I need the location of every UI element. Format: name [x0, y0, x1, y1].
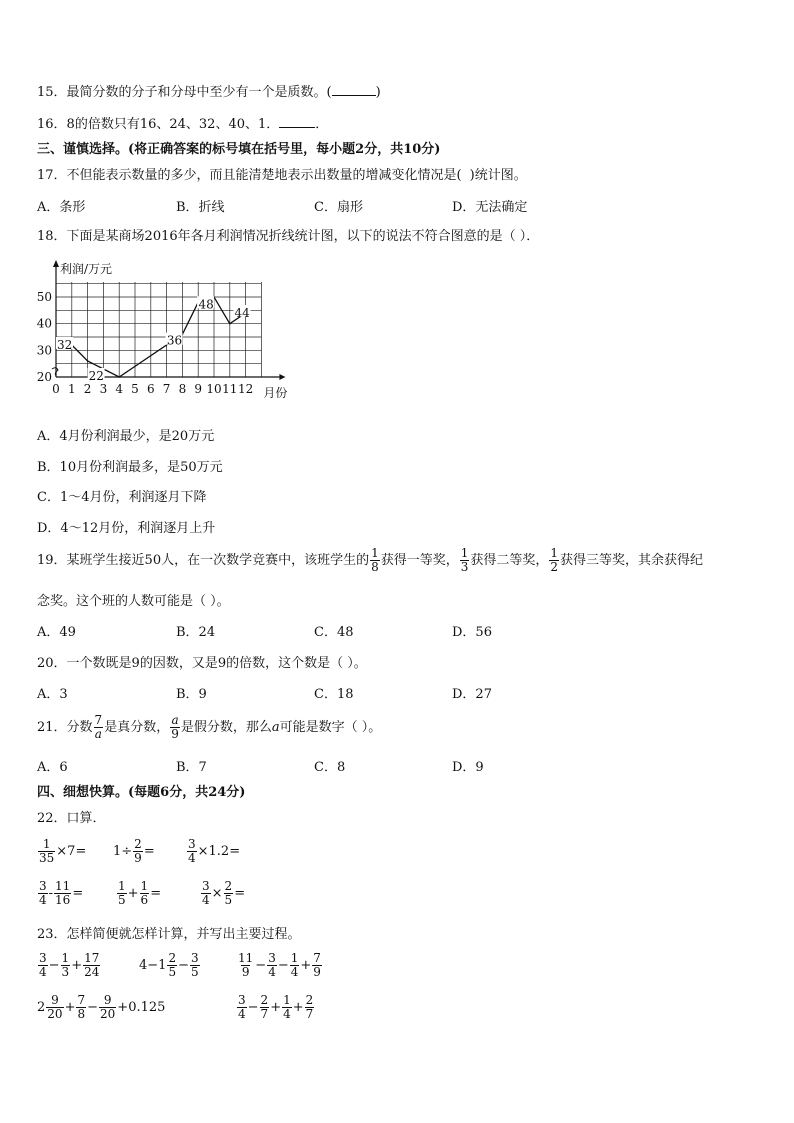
- q20-option-a[interactable]: A．3: [37, 687, 68, 702]
- question-21: 21．分数 $\frac{7}{a}$ 是真分数， $\frac{a}{9}$ 是假分数，那么 a 可能是数字（ ）。: [37, 713, 382, 741]
- oral-calc-1: $\frac{1}{35}$ ×7=: [39, 837, 87, 865]
- q21-option-b[interactable]: B．7: [176, 760, 207, 775]
- q18-option-d[interactable]: D．4～12月份，利润逐月上升: [37, 521, 216, 536]
- fraction: $\frac{1}{6}$: [140, 879, 149, 907]
- q19-option-b[interactable]: B．24: [176, 625, 216, 640]
- answer-blank[interactable]: [332, 95, 376, 96]
- fraction: $\frac{11}{16}$: [55, 879, 71, 907]
- fraction: $\frac{3}{4}$: [238, 993, 246, 1021]
- q21-option-a[interactable]: A．6: [37, 760, 68, 775]
- q19-option-a[interactable]: A．49: [37, 625, 76, 640]
- data-point: [87, 360, 89, 362]
- fraction: $\frac{7}{8}$: [77, 993, 86, 1021]
- question-15: 15．最简分数的分子和分母中至少有一个是质数。( ): [37, 85, 381, 100]
- q20-option-b[interactable]: B．9: [176, 687, 207, 702]
- fraction: $\frac{1}{3}$: [460, 546, 469, 574]
- x-tick-label: 1: [67, 382, 76, 396]
- question-17: 17．不但能表示数量的多少，而且能清楚地表示出数量的增减变化情况是( )统计图。: [37, 168, 527, 183]
- oral-calc-5: $\frac{1}{5}$ + $\frac{1}{6}$ =: [118, 879, 162, 907]
- q20-option-c[interactable]: C．18: [314, 687, 354, 702]
- question-16-text: 16．8的倍数只有16、24、32、40、1．: [37, 117, 280, 132]
- question-15-text: 15．最简分数的分子和分母中至少有一个是质数。(: [37, 85, 332, 100]
- answer-blank[interactable]: [279, 127, 315, 128]
- x-tick-label: 8: [178, 382, 187, 396]
- fraction: $\frac{1}{2}$: [550, 546, 559, 574]
- fraction: $\frac{2}{7}$: [260, 993, 269, 1021]
- fraction: $\frac{1}{4}$: [283, 993, 291, 1021]
- fraction: $\frac{17}{24}$: [84, 951, 100, 979]
- fraction: $\frac{3}{5}$: [190, 951, 199, 979]
- oral-calc-2: 1÷ $\frac{2}{9}$ =: [113, 837, 155, 865]
- data-label: 48: [198, 297, 214, 312]
- fraction: $\frac{1}{35}$: [39, 837, 55, 865]
- q21-option-c[interactable]: C．8: [314, 760, 346, 775]
- fraction: $\frac{2}{7}$: [305, 993, 314, 1021]
- data-point: [229, 323, 231, 325]
- calc-expression-5: $\frac{3}{4}$ − $\frac{2}{7}$ + $\frac{1}{4}$ + $\frac{2}{7}$: [238, 993, 314, 1021]
- fraction: $\frac{3}{4}$: [188, 837, 196, 865]
- fraction: $\frac{3}{4}$: [39, 951, 47, 979]
- q18-option-a[interactable]: A．4月份利润最少，是20万元: [37, 429, 215, 444]
- y-tick-label: 50: [36, 290, 52, 304]
- y-tick-label: 30: [36, 343, 52, 358]
- fraction: $\frac{9}{20}$: [100, 993, 116, 1021]
- fraction: $\frac{2}{5}$: [224, 879, 233, 907]
- fraction: $\frac{11}{9}$: [238, 951, 254, 979]
- oral-calc-4: $\frac{3}{4}$ - $\frac{11}{16}$ =: [39, 879, 84, 907]
- q19-option-d[interactable]: D．56: [452, 625, 492, 640]
- x-tick-label: 6: [146, 382, 155, 396]
- oral-calc-3: $\frac{3}{4}$ ×1.2=: [188, 837, 241, 865]
- data-point: [118, 376, 120, 378]
- calc-expression-1: $\frac{3}{4}$ − $\frac{1}{3}$ + $\frac{17}{24}$: [39, 951, 100, 979]
- fraction: $\frac{1}{5}$: [118, 879, 126, 907]
- q20-option-d[interactable]: D．27: [452, 687, 492, 702]
- question-19-line-2: 念奖。这个班的人数可能是（ ）。: [37, 594, 230, 609]
- x-tick-label: 0: [52, 382, 60, 396]
- fraction: $\frac{1}{3}$: [61, 951, 70, 979]
- fraction: $\frac{3}{4}$: [202, 879, 210, 907]
- data-label: 22: [88, 369, 104, 383]
- y-axis-arrow: [53, 260, 59, 267]
- x-tick-label: 5: [131, 382, 139, 396]
- calc-expression-2: 4−1 $\frac{2}{5}$ − $\frac{3}{5}$: [139, 951, 199, 979]
- fraction: $\frac{7}{9}$: [313, 951, 321, 979]
- data-label: 36: [166, 333, 183, 348]
- fraction: $\frac{2}{5}$: [168, 951, 177, 979]
- x-tick-label: 9: [194, 382, 203, 396]
- fraction: $\frac{1}{4}$: [290, 951, 299, 979]
- data-label: 32: [57, 338, 73, 352]
- fraction: $\frac{3}{4}$: [39, 879, 47, 907]
- calc-expression-3: $\frac{11}{9}$ − $\frac{3}{4}$ − $\frac{1}{4}$ + $\frac{7}{9}$: [238, 951, 321, 979]
- question-18: 18．下面是某商场2016年各月利润情况折线统计图，以下的说法不符合图意的是（ ）．: [37, 229, 540, 244]
- q18-option-c[interactable]: C．1～4月份，利润逐月下降: [37, 490, 207, 505]
- q17-option-a[interactable]: A．条形: [37, 200, 86, 215]
- fraction: $\frac{3}{4}$: [268, 951, 276, 979]
- fraction: $\frac{a}{9}$: [171, 713, 179, 741]
- x-tick-label: 7: [162, 382, 171, 396]
- x-tick-label: 11: [222, 382, 238, 396]
- x-tick-label: 12: [237, 382, 254, 396]
- axis-break: [52, 368, 58, 376]
- q17-option-b[interactable]: B．折线: [176, 200, 225, 215]
- y-axis-title: 利润/万元: [60, 262, 113, 276]
- question-16: 16．8的倍数只有16、24、32、40、1． ．: [37, 117, 329, 132]
- question-19: 19．某班学生接近50人，在一次数学竞赛中，该班学生的 $\frac{1}{8}$ 获得一等奖， $\frac{1}{3}$ 获得二等奖， $\frac{1}{2}$ 获得三等奖，其余获得纪: [37, 546, 704, 574]
- oral-calc-6: $\frac{3}{4}$ × $\frac{2}{5}$ =: [202, 879, 246, 907]
- section-3-heading: 三、谨慎选择。(将正确答案的标号填在括号里，每小题2分，共10分): [37, 142, 441, 157]
- q19-option-c[interactable]: C．48: [314, 625, 354, 640]
- section-4-heading: 四、细想快算。(每题6分，共24分): [37, 785, 246, 800]
- fraction: $\frac{1}{8}$: [371, 546, 379, 574]
- fraction: $\frac{9}{20}$: [47, 993, 63, 1021]
- calc-expression-4: 2 $\frac{9}{20}$ + $\frac{7}{8}$ − $\frac{9}{20}$ +0.125: [37, 993, 166, 1021]
- q21-option-d[interactable]: D．9: [452, 760, 484, 775]
- x-tick-label: 4: [115, 382, 124, 396]
- y-tick-label: 20: [36, 370, 52, 384]
- question-23-title: 23．怎样简便就怎样计算，并写出主要过程。: [37, 927, 301, 942]
- data-label: 44: [234, 306, 250, 320]
- x-axis-arrow: [279, 374, 285, 380]
- fraction: $\frac{7}{a}$: [94, 713, 103, 741]
- x-tick-label: 3: [99, 382, 108, 396]
- question-20: 20．一个数既是9的因数，又是9的倍数，这个数是（ ）。: [37, 656, 367, 671]
- y-tick-label: 40: [36, 316, 52, 331]
- question-22-title: 22．口算．: [37, 811, 106, 826]
- q17-option-d[interactable]: D．无法确定: [452, 200, 528, 215]
- fraction: $\frac{2}{9}$: [134, 837, 142, 865]
- profit-line-chart: [30, 256, 300, 412]
- x-tick-label: 2: [83, 382, 92, 396]
- x-tick-label: 10: [206, 382, 222, 396]
- x-axis-title: 月份: [263, 386, 288, 400]
- q17-option-c[interactable]: C．扇形: [314, 200, 363, 215]
- q18-option-b[interactable]: B．10月份利润最多，是50万元: [37, 460, 223, 475]
